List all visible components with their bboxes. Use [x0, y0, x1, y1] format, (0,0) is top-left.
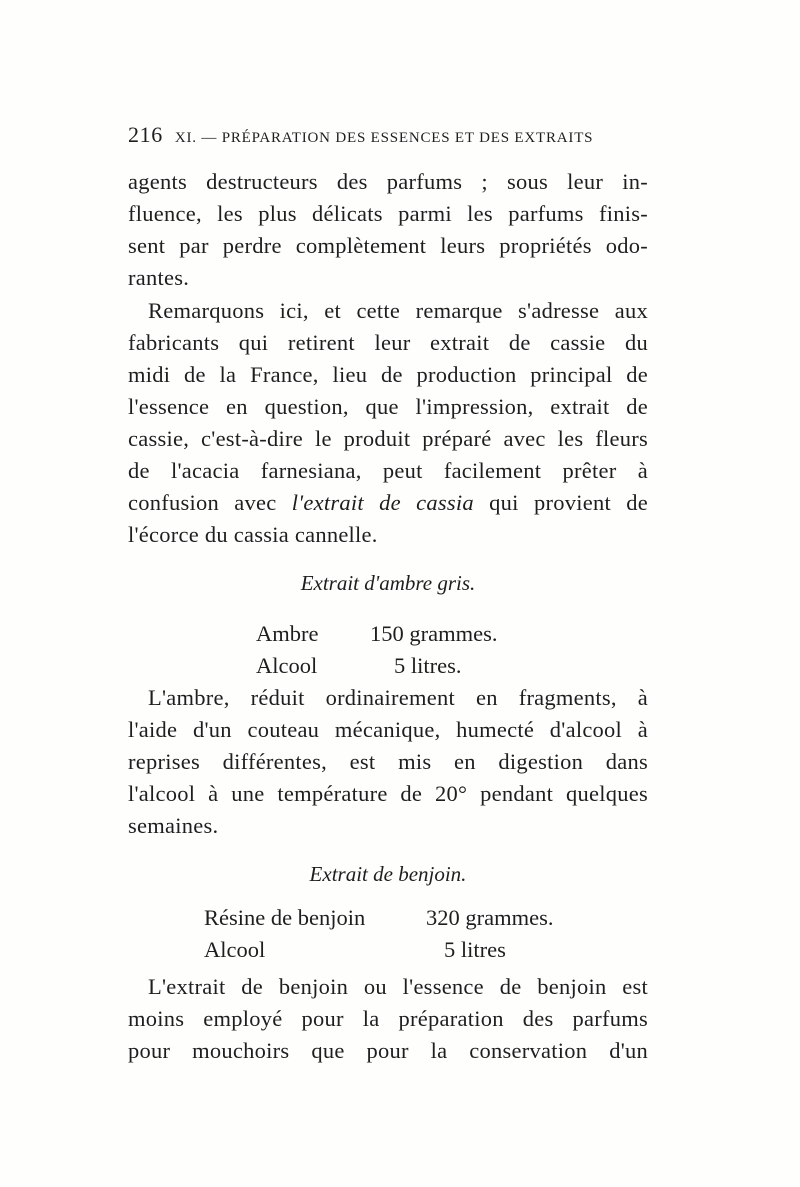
paragraph-line: pour mouchoirs que pour la conservation d'un [128, 1038, 648, 1063]
running-head [128, 122, 648, 152]
ingredient-quantity: 150 grammes. [370, 621, 498, 646]
paragraph-line: l'écorce du cassia cannelle. [128, 522, 378, 547]
ingredient-name: Alcool [204, 937, 266, 962]
paragraph-line: L'ambre, réduit ordinairement en fragments, à [148, 685, 648, 710]
text-run: qui provient de [473, 490, 648, 515]
section-heading: Extrait de benjoin. [309, 862, 467, 886]
paragraph-line: semaines. [128, 813, 219, 838]
paragraph-line: Remarquons ici, et cette remarque s'adresse aux [148, 298, 648, 323]
ingredient-name: Résine de benjoin [204, 905, 366, 930]
section-heading: Extrait d'ambre gris. [300, 571, 476, 595]
paragraph-line: l'essence en question, que l'impression, extrait de [128, 394, 648, 419]
italic-term: l'extrait de cassia [291, 490, 474, 515]
recipe-row [204, 935, 584, 965]
page-number: 216 [128, 122, 163, 147]
ingredient-quantity: 5 litres. [394, 653, 462, 678]
text-run: confusion avec [128, 490, 292, 515]
ingredient-quantity: 5 litres [444, 937, 506, 962]
paragraph-line: sent par perdre complètement leurs propriétés odo- [128, 233, 648, 258]
paragraph-line-mixed [128, 488, 648, 518]
paragraph-line: moins employé pour la préparation des parfums [128, 1006, 648, 1031]
paragraph-line: fabricants qui retirent leur extrait de cassie du [128, 330, 648, 355]
paragraph-line: L'extrait de benjoin ou l'essence de benjoin est [148, 974, 648, 999]
paragraph-line: fluence, les plus délicats parmi les parfums finis- [128, 201, 648, 226]
paragraph-line: midi de la France, lieu de production principal de [128, 362, 648, 387]
ingredient-quantity: 320 grammes. [426, 905, 554, 930]
recipe-row [204, 903, 584, 933]
running-title: XI. — PRÉPARATION DES ESSENCES ET DES EXTRAITS [174, 130, 594, 146]
recipe-row [256, 651, 556, 681]
paragraph-line: l'aide d'un couteau mécanique, humecté d'alcool à [128, 717, 648, 742]
recipe-row [256, 619, 556, 649]
paragraph-line: de l'acacia farnesiana, peut facilement prêter à [128, 458, 648, 483]
paragraph-line: rantes. [128, 265, 190, 290]
paragraph-line: l'alcool à une température de 20° pendant quelques [128, 781, 648, 806]
paragraph-line: reprises différentes, est mis en digestion dans [128, 749, 648, 774]
ingredient-name: Ambre [256, 621, 319, 646]
paragraph-line: agents destructeurs des parfums ; sous leur in- [128, 169, 648, 194]
ingredient-name: Alcool [256, 653, 318, 678]
paragraph-line: cassie, c'est-à-dire le produit préparé avec les fleurs [128, 426, 648, 451]
